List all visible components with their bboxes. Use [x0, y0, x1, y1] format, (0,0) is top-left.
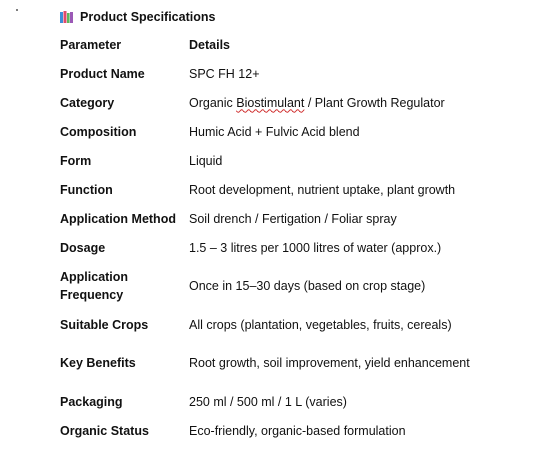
param-cell: Composition	[60, 124, 137, 139]
value-cell: All crops (plantation, vegetables, fruits, cereals)	[189, 317, 452, 332]
table-row	[58, 204, 528, 233]
table-header-row	[58, 30, 528, 59]
books-icon	[60, 11, 73, 23]
param-cell: Category	[60, 95, 115, 110]
value-cell: Liquid	[189, 153, 223, 168]
specifications-table	[58, 30, 528, 445]
value-cell: 250 ml / 500 ml / 1 L (varies)	[189, 394, 347, 409]
section-heading	[60, 8, 215, 26]
param-cell: Packaging	[60, 394, 123, 409]
param-cell: Dosage	[60, 240, 106, 255]
param-cell: Application Frequency	[60, 270, 129, 302]
param-cell: Application Method	[60, 211, 176, 226]
table-row	[58, 146, 528, 175]
corner-dot	[16, 9, 18, 11]
value-cell: Once in 15–30 days (based on crop stage)	[189, 279, 426, 293]
value-text-pre: Organic	[189, 95, 237, 110]
value-cell: Root development, nutrient uptake, plant growth	[189, 182, 456, 197]
value-cell	[187, 88, 528, 117]
table-row	[58, 310, 528, 339]
table-row	[58, 262, 528, 310]
table-row	[58, 59, 528, 88]
param-cell: Organic Status	[60, 423, 149, 438]
value-cell: Root growth, soil improvement, yield enhancement	[189, 356, 470, 370]
value-cell: Eco-friendly, organic-based formulation	[189, 423, 406, 438]
column-header-details: Details	[189, 37, 230, 52]
spellcheck-flagged-word[interactable]: Biostimulant	[236, 95, 305, 110]
table-row	[58, 233, 528, 262]
value-cell: Soil drench / Fertigation / Foliar spray	[189, 211, 397, 226]
param-cell: Form	[60, 153, 92, 168]
param-cell: Suitable Crops	[60, 317, 149, 332]
value-cell: 1.5 – 3 litres per 1000 litres of water (approx.)	[189, 240, 442, 255]
table-row	[58, 387, 528, 416]
value-text-post: / Plant Growth Regulator	[304, 95, 445, 110]
section-title: Product Specifications	[80, 10, 216, 24]
table-row	[58, 175, 528, 204]
param-cell: Product Name	[60, 66, 145, 81]
table-row	[58, 117, 528, 146]
table-row	[58, 88, 528, 117]
value-cell: Humic Acid + Fulvic Acid blend	[189, 124, 360, 139]
table-row	[58, 339, 528, 387]
value-cell: SPC FH 12+	[189, 66, 260, 81]
column-header-parameter: Parameter	[60, 37, 122, 52]
table-row	[58, 416, 528, 445]
param-cell: Function	[60, 182, 113, 197]
param-cell: Key Benefits	[60, 356, 136, 370]
